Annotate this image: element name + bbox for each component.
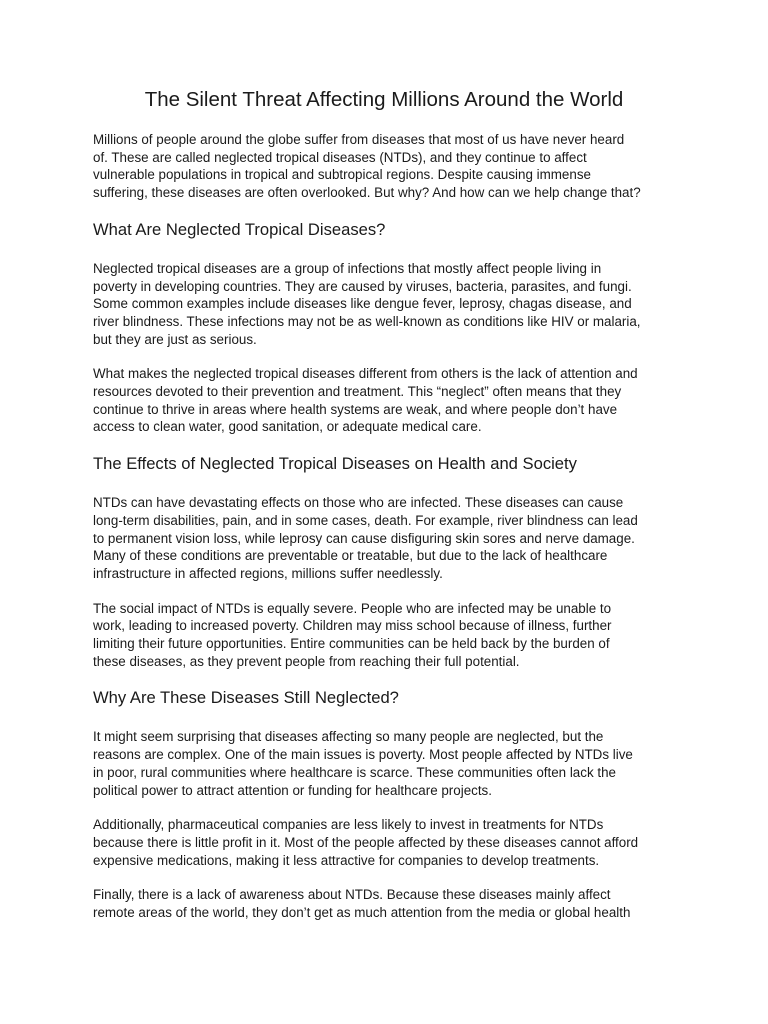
text-line: Additionally, pharmaceutical companies are less likely to invest in treatments for NTDs	[93, 817, 604, 833]
text-line: to permanent vision loss, while leprosy can cause disfiguring skin sores and nerve damage.	[93, 530, 635, 546]
text-line: suffering, these diseases are often overlooked. But why? And how can we help change that?	[93, 185, 641, 201]
text-line: resources devoted to their prevention and treatment. This “neglect” often means that they	[93, 384, 622, 400]
text-line: long-term disabilities, pain, and in some cases, death. For example, river blindness can lead	[93, 512, 638, 528]
body-paragraph	[93, 886, 681, 921]
text-line: poverty in developing countries. They are caused by viruses, bacteria, parasites, and fungi.	[93, 278, 632, 294]
body-paragraph	[93, 816, 681, 869]
body-paragraph	[93, 260, 681, 349]
text-line: expensive medications, making it less attractive for companies to develop treatments.	[93, 852, 600, 868]
text-line: in poor, rural communities where healthcare is scarce. These communities often lack the	[93, 764, 616, 780]
intro-paragraph	[93, 131, 681, 202]
text-line: continue to thrive in areas where health systems are weak, and where people don’t have	[93, 401, 618, 417]
text-line: What makes the neglected tropical diseases different from others is the lack of attention and	[93, 366, 638, 382]
text-line: work, leading to increased poverty. Children may miss school because of illness, further	[93, 618, 612, 634]
text-line: of. These are called neglected tropical diseases (NTDs), and they continue to affect	[93, 149, 587, 165]
body-paragraph	[93, 600, 681, 671]
text-line: vulnerable populations in tropical and subtropical regions. Despite causing immense	[93, 167, 591, 183]
text-line: remote areas of the world, they don’t get as much attention from the media or global health	[93, 905, 631, 921]
text-line: Some common examples include diseases like dengue fever, leprosy, chagas disease, and	[93, 296, 632, 312]
text-line: political power to attract attention or funding for healthcare projects.	[93, 782, 492, 798]
document-title: The Silent Threat Affecting Millions Around the World	[144, 88, 624, 111]
text-line: The social impact of NTDs is equally severe. People who are infected may be unable to	[93, 600, 612, 616]
text-line: NTDs can have devastating effects on those who are infected. These diseases can cause	[93, 495, 624, 511]
text-line: Millions of people around the globe suffer from diseases that most of us have never heard	[93, 132, 625, 147]
text-line: Finally, there is a lack of awareness about NTDs. Because these diseases mainly affect	[93, 887, 611, 903]
section-heading: The Effects of Neglected Tropical Diseases on Health and Society	[93, 454, 577, 474]
text-line: It might seem surprising that diseases affecting so many people are neglected, but the	[93, 729, 604, 745]
text-line: river blindness. These infections may not be as well-known as conditions like HIV or malaria,	[93, 313, 641, 329]
text-line: access to clean water, good sanitation, or adequate medical care.	[93, 419, 482, 435]
body-paragraph	[93, 365, 681, 436]
body-paragraph	[93, 494, 681, 583]
text-line: infrastructure in affected regions, millions suffer needlessly.	[93, 565, 443, 581]
document-body	[93, 131, 681, 939]
text-line: Neglected tropical diseases are a group of infections that mostly affect people living in	[93, 260, 602, 276]
text-line: these diseases, as they prevent people from reaching their full potential.	[93, 653, 520, 669]
text-line: but they are just as serious.	[93, 331, 257, 347]
section-heading: Why Are These Diseases Still Neglected?	[93, 688, 399, 708]
body-paragraph	[93, 728, 681, 799]
text-line: Many of these conditions are preventable or treatable, but due to the lack of healthcare	[93, 548, 608, 564]
text-line: limiting their future opportunities. Entire communities can be held back by the burden of	[93, 636, 610, 652]
text-line: reasons are complex. One of the main issues is poverty. Most people affected by NTDs live	[93, 747, 633, 763]
section-heading: What Are Neglected Tropical Diseases?	[93, 219, 386, 239]
text-line: because there is little profit in it. Most of the people affected by these diseases cannot afford	[93, 834, 639, 850]
